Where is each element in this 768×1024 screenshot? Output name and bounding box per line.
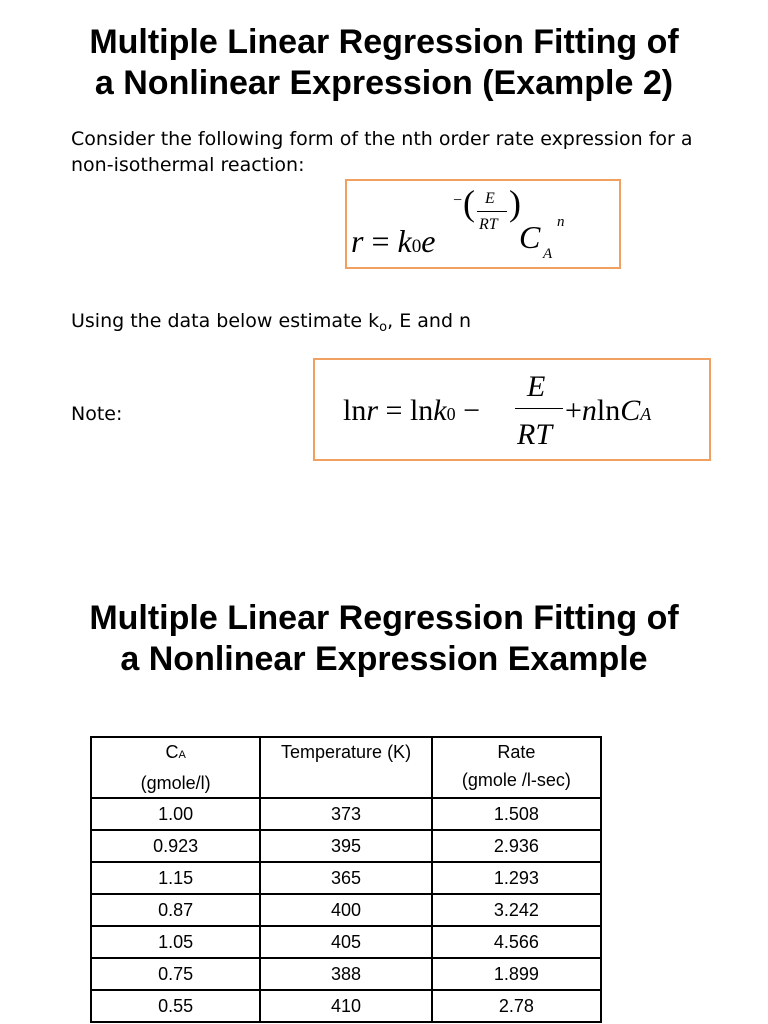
linearized-expression-rhs: +nlnCA xyxy=(565,394,652,427)
cell-concentration: 0.923 xyxy=(91,830,260,862)
exponent-denominator: RT xyxy=(479,216,498,233)
exponent-right-paren: ) xyxy=(509,183,521,223)
linearized-expression-box xyxy=(313,358,711,461)
cell-rate: 2.936 xyxy=(432,830,601,862)
header-concentration: CA (gmole/l) xyxy=(91,737,260,798)
intro-line2: non-isothermal reaction: xyxy=(71,154,305,176)
cell-temperature: 373 xyxy=(260,798,432,830)
slide1-title xyxy=(0,22,768,104)
table-row xyxy=(91,798,601,830)
table-row xyxy=(91,862,601,894)
cell-rate: 3.242 xyxy=(432,894,601,926)
cell-temperature: 388 xyxy=(260,958,432,990)
slide1-title-line1: Multiple Linear Regression Fitting of xyxy=(89,23,679,61)
note-label: Note: xyxy=(71,403,123,425)
rate-expression-box xyxy=(345,179,621,269)
order-exponent: n xyxy=(557,214,565,230)
slide2-title-line2: a Nonlinear Expression Example xyxy=(120,640,648,678)
cell-rate: 2.78 xyxy=(432,990,601,1022)
linearized-numerator: E xyxy=(527,370,546,403)
concentration-subscript: A xyxy=(543,246,553,262)
table-row xyxy=(91,830,601,862)
instruction-text: Using the data below estimate $k_o$, E and n xyxy=(71,310,472,335)
header-rate: Rate (gmole /l-sec) xyxy=(432,737,601,798)
cell-rate: 4.566 xyxy=(432,926,601,958)
slide2-title-line1: Multiple Linear Regression Fitting of xyxy=(89,599,679,637)
table-row xyxy=(91,958,601,990)
cell-temperature: 365 xyxy=(260,862,432,894)
concentration-symbol: C xyxy=(519,219,541,255)
cell-temperature: 410 xyxy=(260,990,432,1022)
exponent-fraction-bar xyxy=(477,211,507,212)
linearized-fraction-bar xyxy=(515,408,563,409)
header-temperature: Temperature (K) xyxy=(260,737,432,798)
cell-temperature: 405 xyxy=(260,926,432,958)
slide2-title xyxy=(0,598,768,680)
cell-concentration: 0.87 xyxy=(91,894,260,926)
exponent-left-paren: ( xyxy=(463,183,475,223)
intro-line1: Consider the following form of the nth order rate expression for a xyxy=(71,128,693,150)
table-row xyxy=(91,926,601,958)
cell-concentration: 1.00 xyxy=(91,798,260,830)
slide1-title-line2: a Nonlinear Expression (Example 2) xyxy=(94,64,674,102)
cell-concentration: 0.75 xyxy=(91,958,260,990)
cell-temperature: 400 xyxy=(260,894,432,926)
table-header-row xyxy=(91,737,601,798)
rate-expression: r = k0e xyxy=(351,223,436,259)
cell-temperature: 395 xyxy=(260,830,432,862)
table-row xyxy=(91,990,601,1022)
table-row xyxy=(91,894,601,926)
cell-concentration: 0.55 xyxy=(91,990,260,1022)
intro-text xyxy=(71,126,693,178)
linearized-expression-lhs: lnr = lnk0 − xyxy=(343,394,481,427)
cell-rate: 1.508 xyxy=(432,798,601,830)
linearized-denominator: RT xyxy=(517,418,553,451)
data-table xyxy=(90,736,602,1023)
exponent-minus: − xyxy=(453,192,463,209)
cell-concentration: 1.15 xyxy=(91,862,260,894)
cell-concentration: 1.05 xyxy=(91,926,260,958)
cell-rate: 1.293 xyxy=(432,862,601,894)
exponent-numerator: E xyxy=(485,190,495,207)
cell-rate: 1.899 xyxy=(432,958,601,990)
